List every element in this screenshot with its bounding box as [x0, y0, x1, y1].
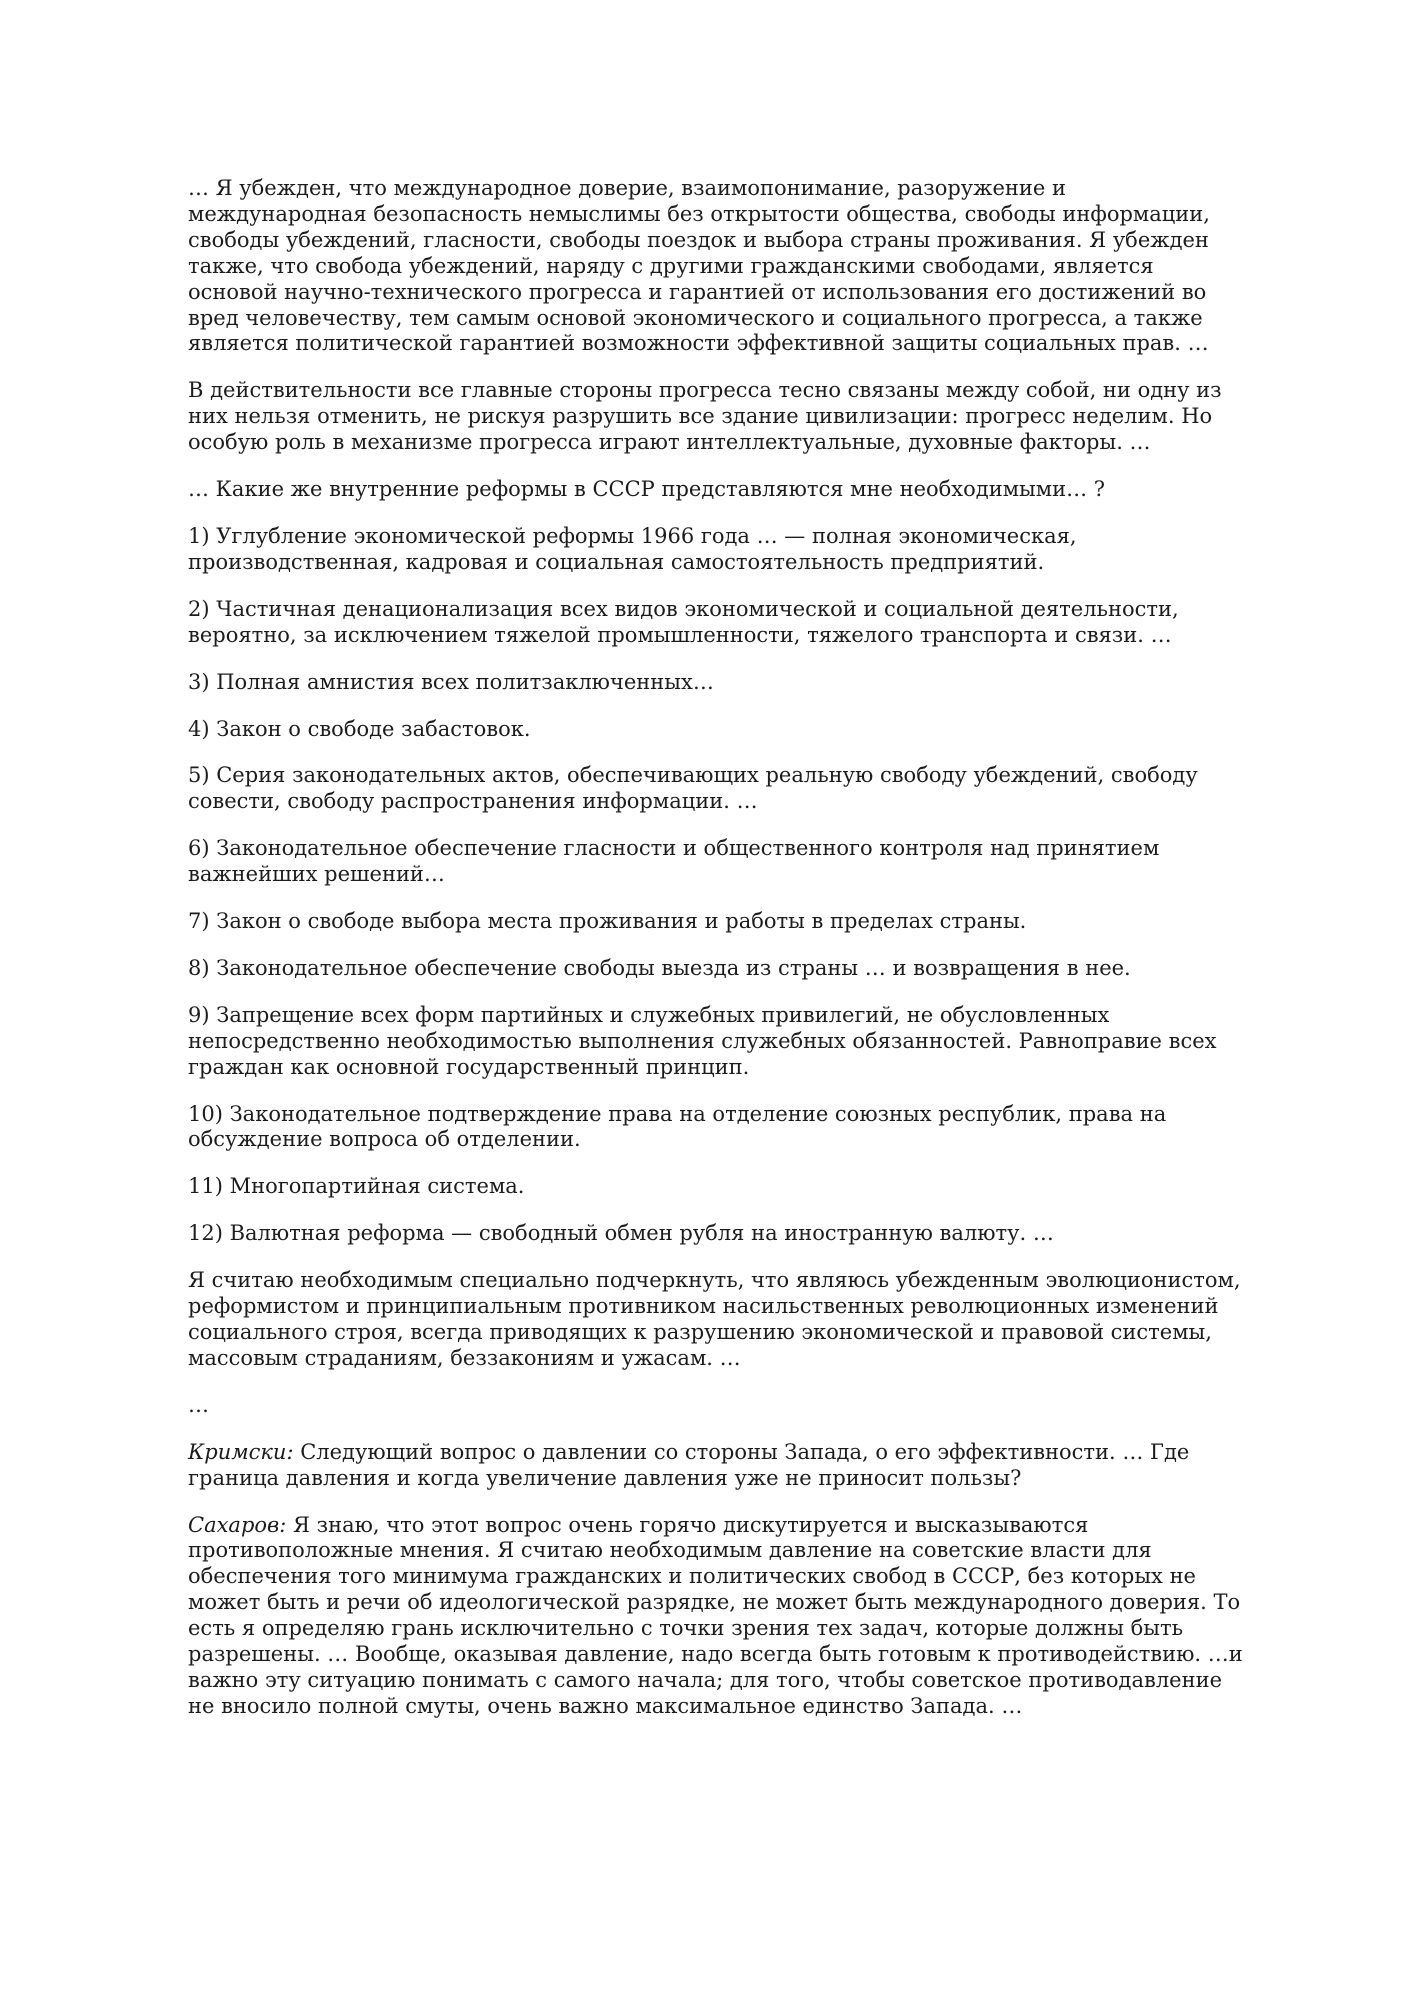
reform-item-9: 9) Запрещение всех форм партийных и служебных привилегий, не обусловленных непосредственно необходимостью выполнения служебных обязанностей. Равноправие всех граждан как основной государственный принцип. [188, 1002, 1217, 1079]
intro-paragraph-2: В действительности все главные стороны прогресса тесно связаны между собой, ни одну из них нельзя отменить, не рискуя разрушить все здание цивилизации: прогресс неделим. Но особую роль в механизме прогресса играют интеллектуальные, духовные факторы. … [188, 378, 1222, 455]
document-page [188, 176, 1248, 1741]
dialogue-sakharov [188, 1513, 1248, 1720]
reform-item-7: 7) Закон о свободе выбора места проживания и работы в пределах страны. [188, 909, 1027, 934]
reform-item-12: 12) Валютная реформа — свободный обмен рубля на иностранную валюту. … [188, 1221, 1054, 1246]
reform-item-6: 6) Законодательное обеспечение гласности и общественного контроля над принятием важнейших решений… [188, 836, 1160, 887]
reform-item-3: 3) Полная амнистия всех политзаключенных… [188, 669, 714, 694]
reforms-question: … Какие же внутренние реформы в СССР представляются мне необходимыми… ? [188, 477, 1106, 502]
reform-item-2: 2) Частичная денационализация всех видов экономической и социальной деятельности, вероятно, за исключением тяжелой промышленности, тяжелого транспорта и связи. … [188, 596, 1179, 647]
speaker-name-sakharov: Сахаров: [188, 1512, 287, 1537]
reform-item-4: 4) Закон о свободе забастовок. [188, 716, 531, 741]
reform-item-5: 5) Серия законодательных актов, обеспечивающих реальную свободу убеждений, свободу совести, свободу распространения информации. … [188, 763, 1198, 814]
reform-item-1: 1) Углубление экономической реформы 1966 года … — полная экономическая, производственная, кадровая и социальная самостоятельность предприятий. [188, 523, 1077, 574]
reform-item-10: 10) Законодательное подтверждение права на отделение союзных республик, права на обсуждение вопроса об отделении. [188, 1101, 1167, 1152]
ellipsis-separator: … [188, 1392, 209, 1417]
speaker-name-krimsky: Кримски: [188, 1439, 294, 1464]
speaker-text-sakharov: Я знаю, что этот вопрос очень горячо дискутируется и высказываются противоположные мнения. Я считаю необходимым давление на советские власти для обеспечения того минимума гражданских и политических свобод в СССР, без которых не может быть и речи об идеологической разрядке, не может быть международного доверия. То есть я определяю грань исключительно с точки зрения тех задач, которые должны быть разрешены. … Вообще, оказывая давление, надо всегда быть готовым к противодействию. …и важно эту ситуацию понимать с самого начала; для того, чтобы советское противодавление не вносило полной смуты, очень важно максимальное единство Запада. … [188, 1512, 1243, 1718]
intro-paragraph-1: … Я убежден, что международное доверие, взаимопонимание, разоружение и международная безопасность немыслимы без открытости общества, свободы информации, свободы убеждений, гласности, свободы поездок и выбора страны проживания. Я убежден также, что свобода убеждений, наряду с другими гражданскими свободами, является основой научно-технического прогресса и гарантией от использования его достижений во вред человечеству, тем самым основой экономического и социального прогресса, а также является политической гарантией возможности эффективной защиты социальных прав. … [188, 176, 1210, 356]
speaker-text-krimsky: Следующий вопрос о давлении со стороны Запада, о его эффективности. … Где граница давления и когда увеличение давления уже не приносит пользы? [188, 1439, 1190, 1490]
reform-item-11: 11) Многопартийная система. [188, 1174, 525, 1199]
dialogue-krimsky [188, 1440, 1248, 1492]
closing-paragraph: Я считаю необходимым специально подчеркнуть, что являюсь убежденным эволюционистом, реформистом и принципиальным противником насильственных революционных изменений социального строя, всегда приводящих к разрушению экономической и правовой системы, массовым страданиям, беззакониям и ужасам. … [188, 1268, 1241, 1370]
reform-item-8: 8) Законодательное обеспечение свободы выезда из страны … и возвращения в нее. [188, 955, 1131, 980]
